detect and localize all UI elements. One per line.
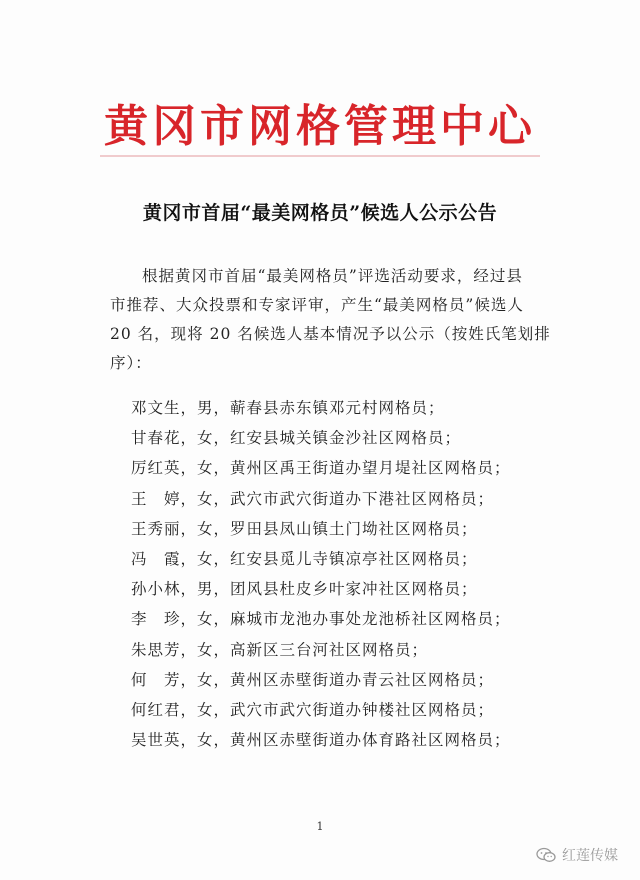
candidate-item: 何红君，女，武穴市武穴街道办钟楼社区网格员； (131, 700, 495, 719)
page-number: 1 (316, 820, 324, 833)
candidate-item: 朱思芳，女，高新区三台河社区网格员； (131, 640, 429, 659)
candidate-item: 厉红英，女，黄州区禹王街道办望月堤社区网格员； (131, 459, 511, 478)
candidate-item: 孙小林，男，团风县杜皮乡叶家冲社区网格员； (131, 580, 478, 599)
intro-line: 市推荐、大众投票和专家评审，产生“最美网格员”候选人 (110, 296, 524, 314)
letterhead-rule (100, 155, 540, 157)
intro-line: 序）： (110, 354, 152, 372)
candidate-item: 冯 霞，女，红安县觅儿寺镇凉亭社区网格员； (131, 549, 478, 568)
watermark (536, 845, 618, 865)
letterhead: 黄冈市网格管理中心 (104, 101, 536, 152)
candidate-item: 吴世英，女，黄州区赤壁街道办体育路社区网格员； (131, 731, 511, 750)
candidate-item: 李 珍，女，麻城市龙池办事处龙池桥社区网格员； (131, 610, 511, 629)
candidate-item: 王秀丽，女，罗田县凤山镇土门坳社区网格员； (131, 519, 478, 538)
watermark-text: 红莲传媒 (562, 848, 618, 864)
document-title: 黄冈市首届“最美网格员”候选人公示公告 (142, 202, 498, 224)
wechat-icon (536, 847, 556, 863)
candidate-item: 甘春花，女，红安县城关镇金沙社区网格员； (131, 429, 462, 448)
candidate-item: 邓文生，男，蕲春县赤东镇邓元村网格员； (131, 399, 445, 417)
intro-paragraph (110, 262, 551, 378)
candidate-list (131, 393, 551, 755)
intro-line: 根据黄冈市首届“最美网格员”评选活动要求，经过县 (142, 267, 523, 285)
candidate-item: 何 芳，女，黄州区赤壁街道办青云社区网格员； (131, 670, 495, 689)
intro-line: 20 名，现将 20 名候选人基本情况予以公示（按姓氏笔划排 (110, 325, 551, 343)
candidate-item: 王 婷，女，武穴市武穴街道办下港社区网格员； (131, 489, 495, 508)
